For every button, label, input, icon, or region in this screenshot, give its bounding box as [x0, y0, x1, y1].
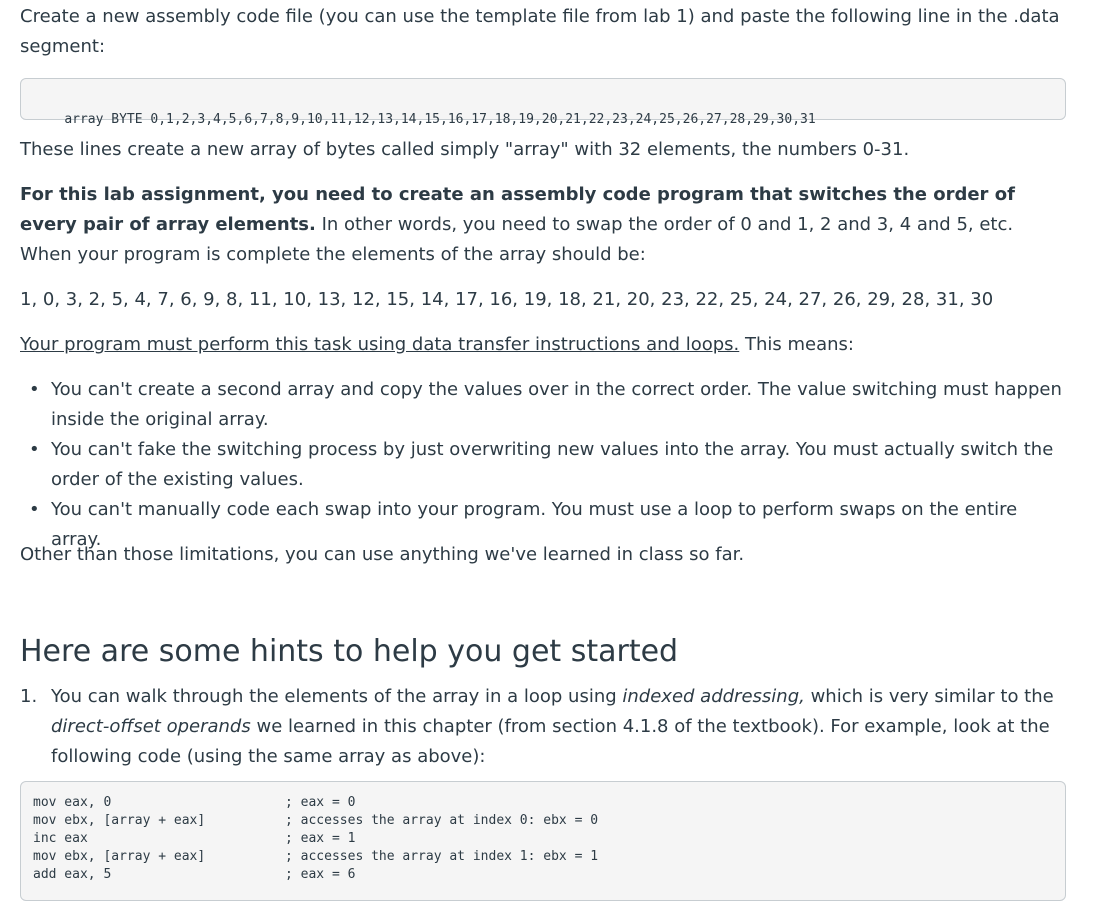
- hint-text-part1: You can walk through the elements of the array in a loop using: [51, 686, 623, 707]
- description-paragraph: These lines create a new array of bytes called simply "array" with 32 elements, the numbers 0-31.: [20, 139, 910, 160]
- data-segment-code-line: array BYTE 0,1,2,3,4,5,6,7,8,9,10,11,12,13,14,15,16,17,18,19,20,21,22,23,24,25,26,27,28,29,30,31: [64, 112, 816, 127]
- code-line: [33, 830, 1053, 848]
- list-item: [20, 682, 1071, 772]
- data-segment-code-block: [20, 78, 1066, 127]
- limitations-list: [20, 375, 1071, 555]
- rule-rest-text: This means:: [739, 334, 854, 355]
- rule-paragraph: [20, 330, 854, 360]
- example-code-block: [20, 781, 1066, 901]
- expected-result: 1, 0, 3, 2, 5, 4, 7, 6, 9, 8, 11, 10, 13, 12, 15, 14, 17, 16, 19, 18, 21, 20, 23, 22, 25, 24, 27, 26, 29, 28, 31, 30: [20, 289, 994, 310]
- hints-list: [20, 682, 1071, 772]
- hint-number: 1.: [20, 686, 38, 707]
- hint-italic-indexed-addressing: indexed addressing,: [622, 686, 805, 707]
- code-comment: ; eax = 0: [285, 795, 356, 810]
- bullet-icon: •: [29, 499, 40, 520]
- code-comment: ; accesses the array at index 1: ebx = 1: [285, 849, 599, 864]
- code-instruction: mov ebx, [array + eax]: [33, 849, 206, 864]
- hint-text-part3: we learned in this chapter (from section 4.1.8 of the textbook). For example, look at the following code (using the same array as above):: [51, 716, 1050, 767]
- code-instruction: mov eax, 0: [33, 795, 112, 810]
- bullet-icon: •: [29, 439, 40, 460]
- list-item: [29, 435, 1071, 495]
- code-instruction: inc eax: [33, 831, 88, 846]
- rule-underlined-text: Your program must perform this task using data transfer instructions and loops.: [20, 334, 740, 355]
- code-comment: ; eax = 6: [285, 867, 356, 882]
- code-instruction: mov ebx, [array + eax]: [33, 813, 206, 828]
- task-paragraph: [20, 180, 1070, 270]
- code-line: [33, 848, 1053, 866]
- list-item-text: You can't manually code each swap into your program. You must use a loop to perform swaps on the entire array.: [51, 499, 1018, 550]
- intro-paragraph: Create a new assembly code file (you can use the template file from lab 1) and paste the following line in the .data segment:: [20, 6, 1060, 57]
- task-rest-text: In other words, you need to swap the order of 0 and 1, 2 and 3, 4 and 5, etc. When your program is complete the elements of the array should be:: [20, 214, 1014, 265]
- other-paragraph: Other than those limitations, you can use anything we've learned in class so far.: [20, 544, 745, 565]
- code-instruction: add eax, 5: [33, 867, 112, 882]
- list-item-text: You can't create a second array and copy the values over in the correct order. The value switching must happen inside the original array.: [51, 379, 1062, 430]
- list-item: [29, 375, 1071, 435]
- code-line: [33, 812, 1053, 830]
- code-line: [33, 794, 1053, 812]
- code-comment: ; accesses the array at index 0: ebx = 0: [285, 813, 599, 828]
- code-comment: ; eax = 1: [285, 831, 356, 846]
- hints-heading: Here are some hints to help you get started: [20, 634, 679, 669]
- list-item-text: You can't fake the switching process by just overwriting new values into the array. You must actually switch the order of the existing values.: [51, 439, 1054, 490]
- task-bold-text: For this lab assignment, you need to create an assembly code program that switches the order of every pair of array elements.: [20, 184, 1015, 235]
- bullet-icon: •: [29, 379, 40, 400]
- code-line: [33, 866, 1053, 884]
- hint-italic-direct-offset: direct-offset operands: [51, 716, 251, 737]
- hint-text-part2: which is very similar to the: [804, 686, 1054, 707]
